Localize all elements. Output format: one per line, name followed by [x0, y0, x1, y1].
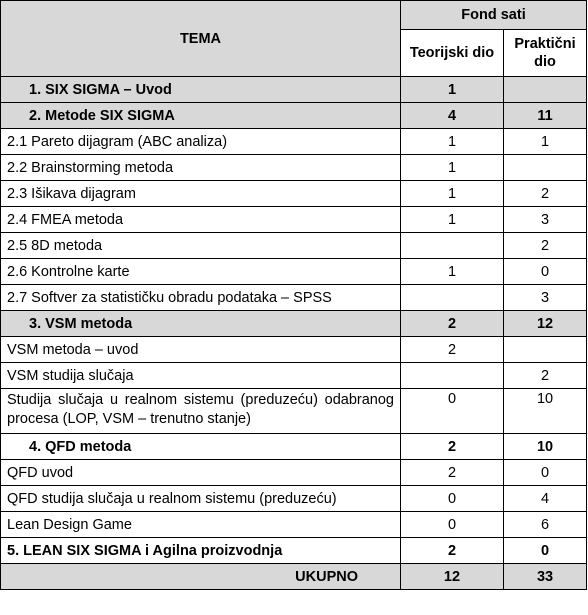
row-label: VSM studija slučaja — [1, 363, 401, 389]
table-row — [1, 486, 587, 512]
table-row — [1, 103, 587, 129]
row-teorijski: 2 — [401, 337, 504, 363]
table-row — [1, 460, 587, 486]
table-row — [1, 181, 587, 207]
row-label: 2.6 Kontrolne karte — [1, 259, 401, 285]
row-label: 5. LEAN SIX SIGMA i Agilna proizvodnja — [1, 538, 401, 564]
row-prakticni: 0 — [504, 460, 587, 486]
row-teorijski — [401, 285, 504, 311]
row-prakticni: 2 — [504, 233, 587, 259]
row-label: 4. QFD metoda — [1, 434, 401, 460]
row-prakticni: 11 — [504, 103, 587, 129]
row-prakticni: 12 — [504, 311, 587, 337]
row-label: 2.3 Išikava dijagram — [1, 181, 401, 207]
row-prakticni — [504, 155, 587, 181]
table-row — [1, 207, 587, 233]
row-label: 2.7 Softver za statističku obradu podataka – SPSS — [1, 285, 401, 311]
row-prakticni — [504, 337, 587, 363]
table-row — [1, 259, 587, 285]
row-label: 3. VSM metoda — [1, 311, 401, 337]
row-prakticni: 10 — [504, 434, 587, 460]
table-row — [1, 77, 587, 103]
table-row — [1, 512, 587, 538]
table-row — [1, 155, 587, 181]
row-prakticni: 3 — [504, 285, 587, 311]
table-row — [1, 434, 587, 460]
row-teorijski: 0 — [401, 389, 504, 434]
table-row — [1, 311, 587, 337]
row-prakticni: 0 — [504, 538, 587, 564]
total-prakticni: 33 — [504, 564, 587, 590]
header-teorijski: Teorijski dio — [401, 30, 504, 77]
row-teorijski: 1 — [401, 207, 504, 233]
row-teorijski: 0 — [401, 486, 504, 512]
header-fond-sati: Fond sati — [401, 1, 587, 30]
table-row — [1, 337, 587, 363]
row-label: 2.2 Brainstorming metoda — [1, 155, 401, 181]
row-label: 2.5 8D metoda — [1, 233, 401, 259]
table-row — [1, 389, 587, 434]
row-label: 2.4 FMEA metoda — [1, 207, 401, 233]
row-prakticni: 2 — [504, 363, 587, 389]
row-teorijski: 2 — [401, 434, 504, 460]
table-row — [1, 129, 587, 155]
table-row — [1, 538, 587, 564]
row-teorijski: 1 — [401, 259, 504, 285]
row-prakticni: 0 — [504, 259, 587, 285]
row-label: QFD studija slučaja u realnom sistemu (preduzeću) — [1, 486, 401, 512]
row-label: VSM metoda – uvod — [1, 337, 401, 363]
row-label: Studija slučaja u realnom sistemu (preduzeću) odabranog procesa (LOP, VSM – trenutno stanje) — [1, 389, 401, 434]
header-prakticni: Praktični dio — [504, 30, 587, 77]
row-label: Lean Design Game — [1, 512, 401, 538]
row-label: QFD uvod — [1, 460, 401, 486]
header-tema: TEMA — [1, 1, 401, 77]
row-teorijski: 2 — [401, 311, 504, 337]
row-teorijski: 1 — [401, 129, 504, 155]
row-teorijski: 2 — [401, 538, 504, 564]
table-row — [1, 285, 587, 311]
row-teorijski: 2 — [401, 460, 504, 486]
row-prakticni — [504, 77, 587, 103]
row-prakticni: 2 — [504, 181, 587, 207]
row-teorijski — [401, 363, 504, 389]
total-teorijski: 12 — [401, 564, 504, 590]
row-prakticni: 3 — [504, 207, 587, 233]
table-row — [1, 363, 587, 389]
row-label: 2. Metode SIX SIGMA — [1, 103, 401, 129]
row-teorijski: 4 — [401, 103, 504, 129]
row-teorijski — [401, 233, 504, 259]
row-teorijski: 1 — [401, 155, 504, 181]
row-teorijski: 1 — [401, 181, 504, 207]
total-row — [1, 564, 587, 590]
table-row — [1, 233, 587, 259]
row-prakticni: 6 — [504, 512, 587, 538]
total-label: UKUPNO — [1, 564, 401, 590]
row-teorijski: 1 — [401, 77, 504, 103]
row-label: 1. SIX SIGMA – Uvod — [1, 77, 401, 103]
row-prakticni: 4 — [504, 486, 587, 512]
row-prakticni: 10 — [504, 389, 587, 434]
row-prakticni: 1 — [504, 129, 587, 155]
row-teorijski: 0 — [401, 512, 504, 538]
row-label: 2.1 Pareto dijagram (ABC analiza) — [1, 129, 401, 155]
